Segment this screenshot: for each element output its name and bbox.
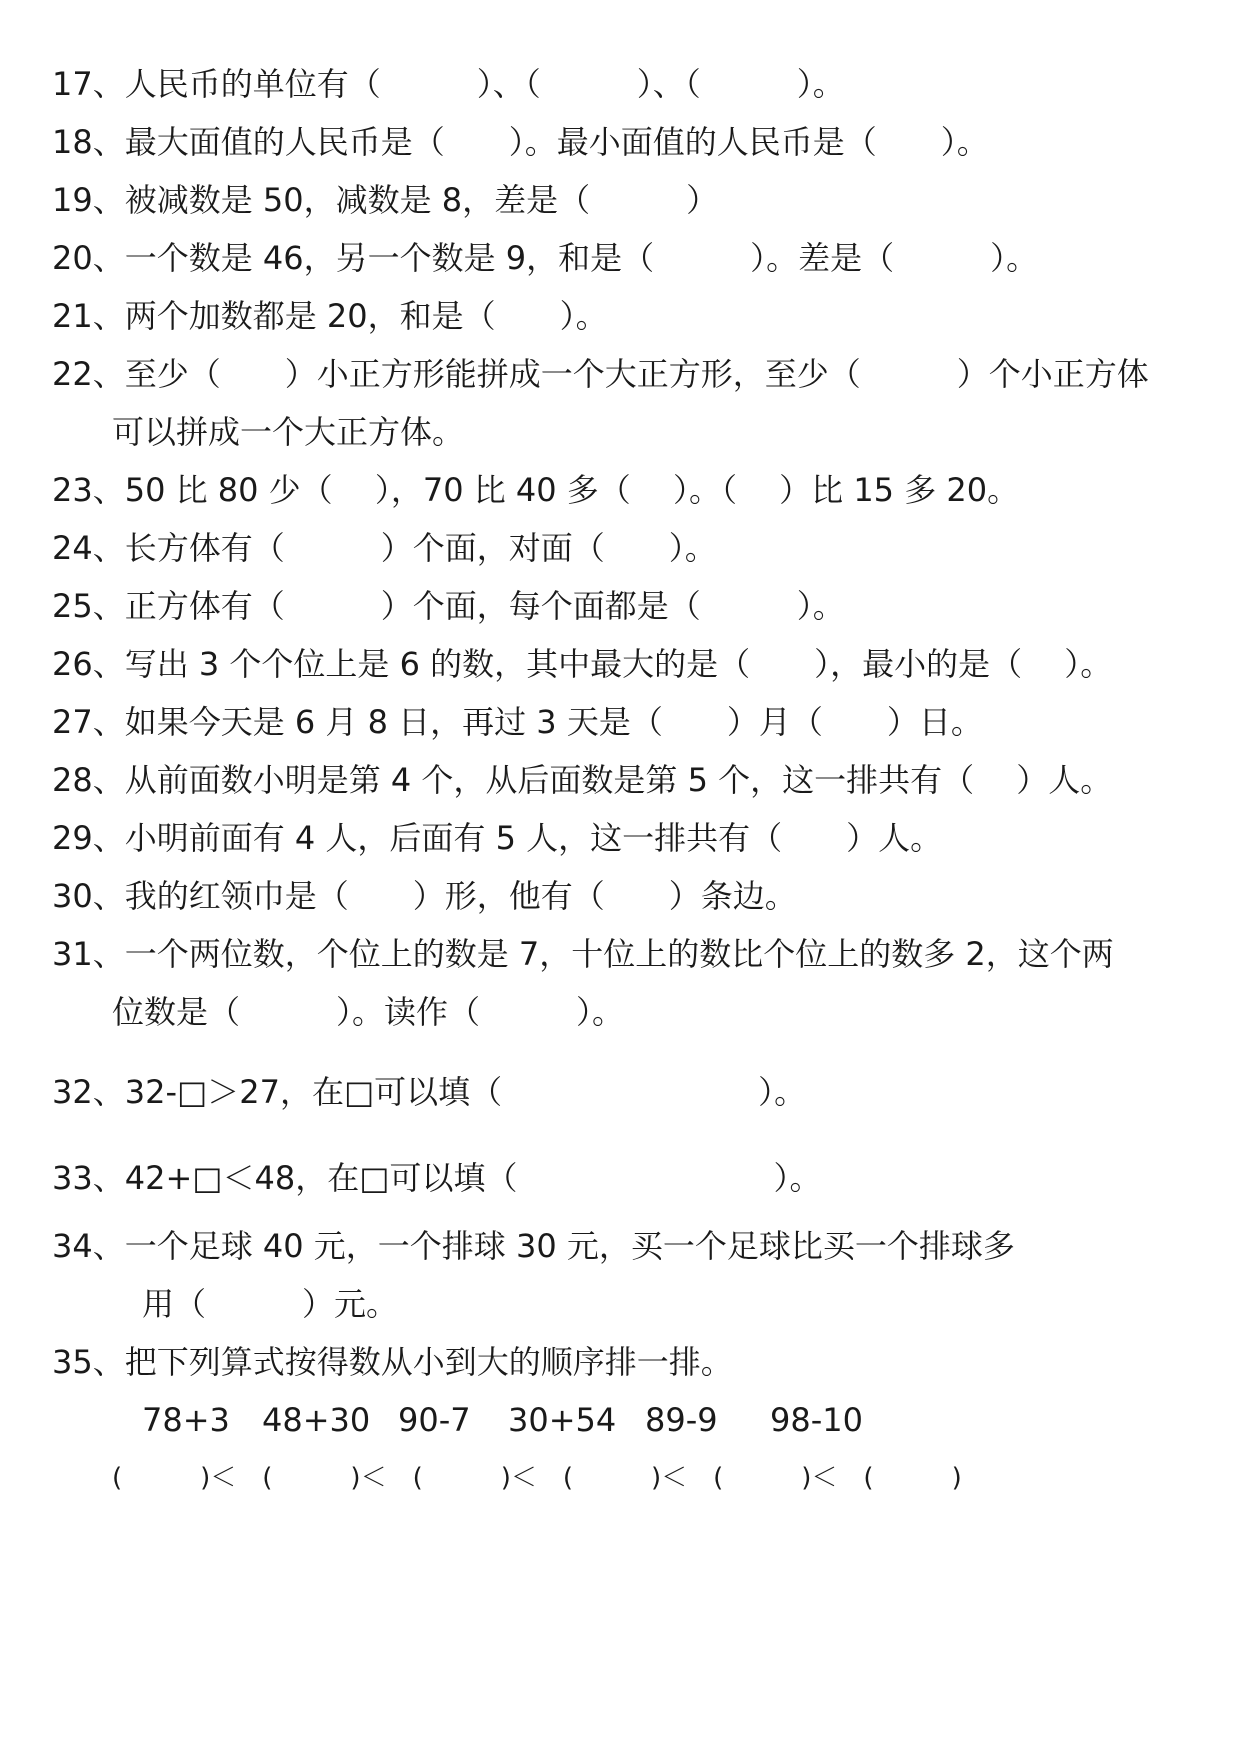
question-29: 29、小明前面有 4 人，后面有 5 人，这一排共有（ ）人。 <box>52 819 943 857</box>
q35-expression: 89-9 <box>645 1401 718 1439</box>
question-22-continuation: 可以拼成一个大正方体。 <box>112 413 465 451</box>
q35-answer-line: ( )＜ ( )＜ ( )＜ ( )＜ ( )＜ ( ) <box>112 1463 962 1493</box>
question-35: 35、把下列算式按得数从小到大的顺序排一排。 <box>52 1343 733 1381</box>
question-33: 33、42+□＜48，在□可以填（ ）。 <box>52 1159 822 1197</box>
q35-expression: 98-10 <box>770 1401 863 1439</box>
question-31: 31、一个两位数，个位上的数是 7，十位上的数比个位上的数多 2，这个两 <box>52 935 1114 973</box>
question-31-continuation: 位数是（ ）。读作（ ）。 <box>112 993 625 1031</box>
question-28: 28、从前面数小明是第 4 个，从后面数是第 5 个，这一排共有（ ）人。 <box>52 761 1113 799</box>
question-34-continuation: 用（ ）元。 <box>142 1285 399 1323</box>
q35-expression: 90-7 <box>398 1401 471 1439</box>
question-21: 21、两个加数都是 20，和是（ ）。 <box>52 297 608 335</box>
question-25: 25、正方体有（ ）个面，每个面都是（ ）。 <box>52 587 845 625</box>
question-34: 34、一个足球 40 元，一个排球 30 元，买一个足球比买一个排球多 <box>52 1227 1015 1265</box>
question-23: 23、50 比 80 少（ ），70 比 40 多（ ）。（ ）比 15 多 20。 <box>52 471 1020 509</box>
question-22: 22、至少（ ）小正方形能拼成一个大正方形，至少（ ）个小正方体 <box>52 355 1149 393</box>
question-24: 24、长方体有（ ）个面，对面（ ）。 <box>52 529 717 567</box>
question-17: 17、人民币的单位有（ ）、（ ）、（ ）。 <box>52 65 845 103</box>
question-19: 19、被减数是 50，减数是 8，差是（ ） <box>52 181 719 219</box>
question-30: 30、我的红领巾是（ ）形，他有（ ）条边。 <box>52 877 797 915</box>
q35-expression: 30+54 <box>508 1401 617 1439</box>
q35-expression: 48+30 <box>262 1401 371 1439</box>
question-18: 18、最大面值的人民币是（ ）。最小面值的人民币是（ ）。 <box>52 123 989 161</box>
q35-expression: 78+3 <box>142 1401 230 1439</box>
question-20: 20、一个数是 46，另一个数是 9，和是（ ）。差是（ ）。 <box>52 239 1039 277</box>
question-26: 26、写出 3 个个位上是 6 的数，其中最大的是（ ），最小的是（ ）。 <box>52 645 1113 683</box>
question-32: 32、32-□＞27，在□可以填（ ）。 <box>52 1073 807 1111</box>
question-27: 27、如果今天是 6 月 8 日，再过 3 天是（ ）月（ ）日。 <box>52 703 983 741</box>
